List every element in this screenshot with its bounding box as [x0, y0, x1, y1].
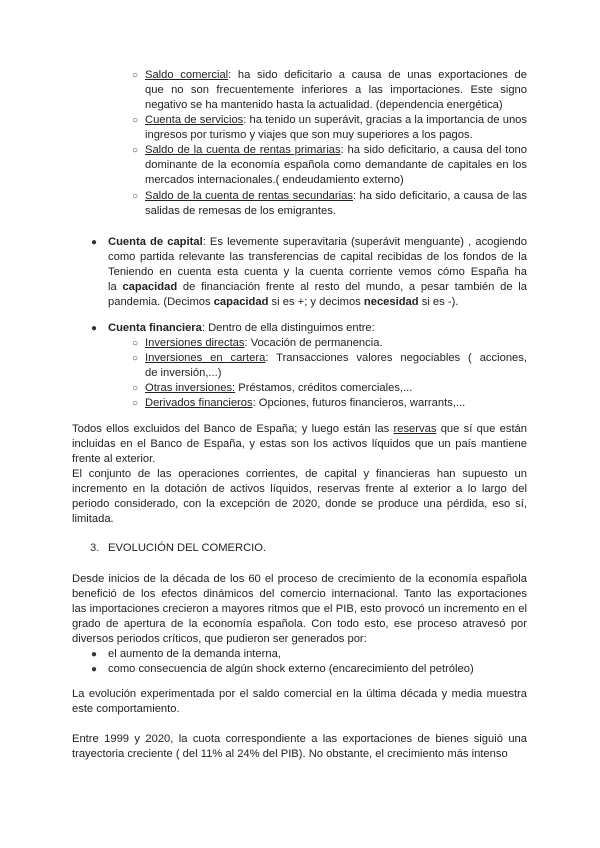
bold-term: Cuenta financiera [108, 322, 202, 334]
text-run: el aumento de la demanda interna, [108, 648, 281, 660]
text-run: : Transacciones valores negociables ( acciones, [265, 352, 527, 364]
bullet-dot-icon: ● [91, 664, 98, 675]
underlined-term: Cuenta de servicios [145, 114, 244, 126]
text-run: frente al exterior. [72, 453, 156, 465]
bold-term: capacidad [122, 281, 178, 293]
underlined-term: Saldo de la cuenta de rentas primarias [145, 144, 341, 156]
text-run: si es -). [418, 296, 459, 308]
text-line [108, 265, 527, 280]
text-run: que sí que están [436, 423, 527, 435]
bullet-circle-icon: ○ [132, 383, 139, 394]
text-line [72, 437, 527, 452]
text-line [72, 702, 180, 717]
bullet-dot-icon: ● [91, 323, 98, 334]
bullet-circle-icon: ○ [132, 145, 139, 156]
text-line [72, 452, 155, 467]
text-line [72, 467, 527, 482]
text-line [145, 336, 383, 351]
text-line [108, 250, 527, 265]
text-run: pandemia. (Decimos [108, 296, 214, 308]
text-run: salidas de remesas de los emigrantes. [145, 205, 336, 217]
bold-term: necesidad [363, 296, 419, 308]
text-run: : Es levemente superavitaria (superávit menguante) , acogiendo [202, 236, 527, 248]
bullet-circle-icon: ○ [132, 338, 139, 349]
text-line [145, 158, 527, 173]
text-line [145, 204, 336, 219]
text-run: : ha sido deficitario, a causa del tono [340, 144, 527, 156]
text-run: EVOLUCIÓN DEL COMERCIO. [108, 542, 267, 554]
text-run: incremento en la dotación de activos líquidos, reservas frente al exterior a lo largo del [72, 483, 527, 495]
text-run: Todos ellos excluidos del Banco de España; y luego están las [72, 423, 394, 435]
text-run: El conjunto de las operaciones corrientes, de capital y financieras han supuesto un [72, 468, 527, 480]
text-line [145, 173, 404, 188]
bullet-dot-icon: ● [91, 237, 98, 248]
text-run: periodo considerado, con la excepción de 2020, donde se produce una pérdida, eso sí, [72, 498, 527, 510]
text-line [145, 351, 527, 366]
underlined-term: Saldo comercial [145, 69, 229, 81]
text-run: : Vocación de permanencia. [244, 337, 383, 349]
text-run: negativo se ha mantenido hasta la actualidad. (dependencia energética) [145, 99, 503, 111]
text-run: grado de apertura de la economía española. Con todo esto, ese proceso atravesó por [72, 618, 527, 630]
text-line [108, 280, 527, 295]
text-run: como partida relevante las transferencias de capital recibidas de los fondos de la [108, 251, 527, 263]
text-line [72, 747, 508, 762]
text-run: las importaciones crecieron a mayores ritmos que el PIB, esto provocó un incremento en el [72, 603, 527, 615]
text-line [145, 381, 412, 396]
text-run: la [108, 281, 123, 293]
text-run: : ha sido deficitario a causa de unas exportaciones de [228, 69, 527, 81]
bullet-circle-icon: ○ [132, 398, 139, 409]
text-line [145, 189, 527, 204]
text-run: que no son frecuentemente inferiores a las importaciones. Este signo [145, 84, 527, 96]
text-run: ingresos por turismo y viajes que son muy superiores a los pagos. [145, 129, 473, 141]
bold-term: Cuenta de capital [108, 236, 203, 248]
text-run: benefició de los efectos dinámicos del comercio internacional. Tanto las exportaciones [72, 588, 527, 600]
text-run: : Dentro de ella distinguimos entre: [201, 322, 375, 334]
underlined-term: Derivados financieros [145, 397, 253, 409]
text-line [72, 687, 527, 702]
heading-number: 3. [90, 542, 100, 554]
text-line [108, 295, 458, 310]
underlined-term: Saldo de la cuenta de rentas secundarias [145, 190, 353, 202]
text-run: si es +; y decimos [268, 296, 364, 308]
text-run: Entre 1999 y 2020, la cuota correspondiente a las exportaciones de bienes siguió una [72, 733, 527, 745]
text-line [145, 143, 527, 158]
text-line [72, 512, 114, 527]
text-run: limitada. [72, 513, 114, 525]
text-line [72, 587, 527, 602]
text-run: incluidas en el Banco de España, y estas son los activos líquidos que un país mantiene [72, 438, 527, 450]
bullet-circle-icon: ○ [132, 191, 139, 202]
text-run: Teniendo en cuenta esta cuenta y la cuenta corriente vemos cómo España ha [108, 266, 527, 278]
text-run: trayectoria creciente ( del 11% al 24% del PIB). No obstante, el crecimiento más intenso [72, 748, 508, 760]
underlined-term: Inversiones en cartera [145, 352, 266, 364]
text-line [72, 617, 527, 632]
underlined-term: Inversiones directas [145, 337, 245, 349]
bold-term: capacidad [213, 296, 269, 308]
text-run: : ha sido deficitario, a causa de las [352, 190, 527, 202]
text-run: de inversión,...) [145, 367, 222, 379]
bullet-dot-icon: ● [91, 649, 98, 660]
text-line [145, 68, 527, 83]
text-run: dominante de la economía española como demandante de capitales en los [145, 159, 527, 171]
text-run: de financiación frente al resto del mundo, a pesar también de la [177, 281, 527, 293]
text-line [108, 647, 281, 662]
text-line [72, 497, 527, 512]
bullet-circle-icon: ○ [132, 353, 139, 364]
text-run: La evolución experimentada por el saldo comercial en la última década y media muestra [72, 688, 527, 700]
text-line [72, 422, 527, 437]
text-run: : Opciones, futuros financieros, warrants,... [252, 397, 466, 409]
text-line [72, 482, 527, 497]
text-run: este comportamiento. [72, 703, 180, 715]
text-run: como consecuencia de algún shock externo (encarecimiento del petróleo) [108, 663, 474, 675]
underlined-term: Otras inversiones: [145, 382, 236, 394]
section-heading [108, 541, 266, 556]
text-line [145, 98, 503, 113]
text-line [145, 366, 221, 381]
text-run: Préstamos, créditos comerciales,... [235, 382, 413, 394]
text-run: mercados internacionales.( endeudamiento externo) [145, 174, 404, 186]
bullet-circle-icon: ○ [132, 115, 139, 126]
text-line [145, 128, 473, 143]
bullet-circle-icon: ○ [132, 70, 139, 81]
text-line [108, 321, 375, 336]
text-line [108, 235, 527, 250]
underlined-term: reservas [393, 423, 437, 435]
text-line [108, 662, 474, 677]
text-line [145, 113, 527, 128]
text-run: diversos periodos críticos, que pudieron ser generados por: [72, 633, 367, 645]
text-line [145, 396, 465, 411]
text-line [72, 572, 527, 587]
text-line [145, 83, 527, 98]
text-line [72, 602, 527, 617]
text-run: : ha tenido un superávit, gracias a la importancia de unos [243, 114, 527, 126]
text-line [72, 632, 367, 647]
text-line [72, 732, 527, 747]
text-run: Desde inicios de la década de los 60 el proceso de crecimiento de la economía española [72, 573, 527, 585]
